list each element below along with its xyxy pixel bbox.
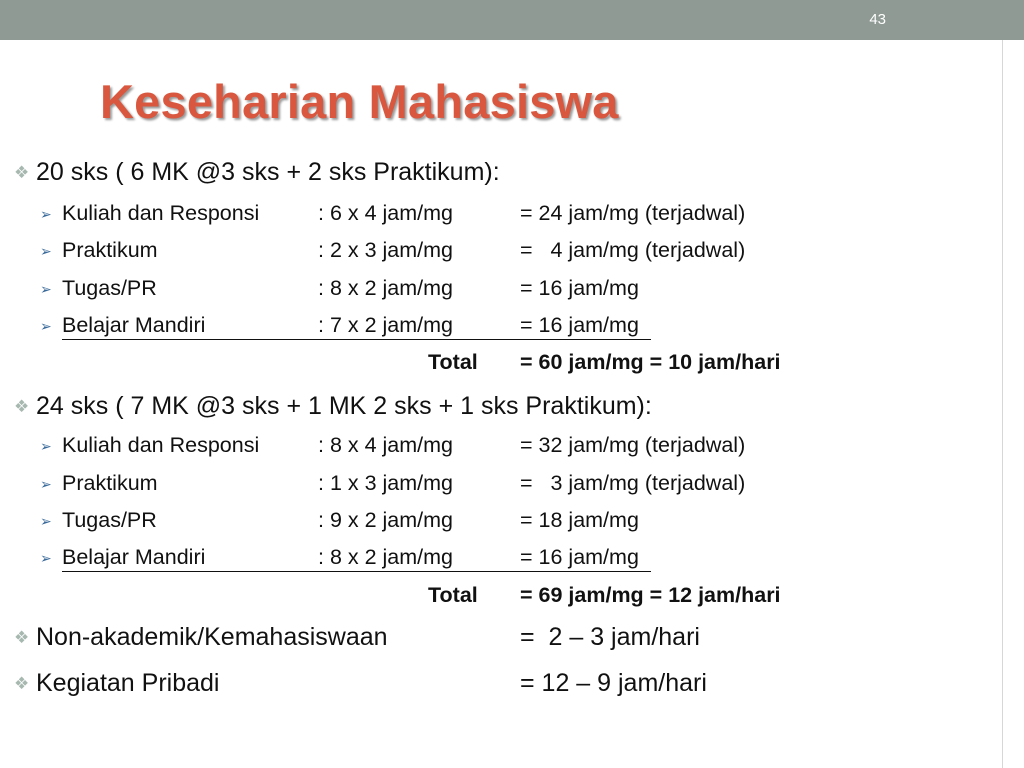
total-label: Total — [428, 583, 478, 607]
item-result: = 24 jam/mg (terjadwal) — [520, 201, 746, 225]
total-value: = 69 jam/mg = 12 jam/hari — [520, 583, 781, 607]
item-result: = 18 jam/mg — [520, 508, 639, 532]
page-number: 43 — [869, 11, 886, 28]
item-formula: : 2 x 3 jam/mg — [318, 238, 454, 262]
item-formula: : 7 x 2 jam/mg — [318, 313, 454, 337]
item-label: Belajar Mandiri — [62, 545, 206, 569]
arrow-bullet-icon: ➢ — [40, 243, 52, 259]
top-bar — [0, 0, 1024, 40]
arrow-bullet-icon: ➢ — [40, 281, 52, 297]
arrow-bullet-icon: ➢ — [40, 206, 52, 222]
arrow-bullet-icon: ➢ — [40, 550, 52, 566]
item-label: Belajar Mandiri — [62, 313, 206, 337]
extra-row — [14, 669, 219, 698]
diamond-bullet-icon: ❖ — [14, 163, 30, 182]
item-label: Kuliah dan Responsi — [62, 433, 260, 457]
item-formula: : 1 x 3 jam/mg — [318, 471, 454, 495]
item-formula: : 8 x 2 jam/mg — [318, 545, 454, 569]
diamond-bullet-icon: ❖ — [14, 628, 30, 647]
item-formula: : 8 x 4 jam/mg — [318, 433, 454, 457]
section-2-item-row — [40, 508, 157, 533]
item-label: Praktikum — [62, 471, 158, 495]
item-result: = 32 jam/mg (terjadwal) — [520, 433, 746, 457]
diamond-bullet-icon: ❖ — [14, 674, 30, 693]
underlined-row — [62, 313, 651, 340]
section-1-item-row — [40, 201, 259, 226]
underlined-row — [62, 545, 651, 572]
item-result: = 4 jam/mg (terjadwal) — [520, 238, 746, 262]
item-formula: : 8 x 2 jam/mg — [318, 276, 454, 300]
section-1-item-row — [40, 276, 157, 301]
item-formula: : 9 x 2 jam/mg — [318, 508, 454, 532]
section-2-item-row — [40, 433, 259, 458]
item-label: Kuliah dan Responsi — [62, 201, 260, 225]
item-result: = 16 jam/mg — [520, 276, 639, 300]
arrow-bullet-icon: ➢ — [40, 318, 52, 334]
section-2-heading: 24 sks ( 7 MK @3 sks + 1 MK 2 sks + 1 sks Praktikum): — [36, 392, 652, 420]
arrow-bullet-icon: ➢ — [40, 476, 52, 492]
arrow-bullet-icon: ➢ — [40, 513, 52, 529]
section-1-heading-row — [14, 158, 500, 187]
right-border-line — [1002, 40, 1003, 768]
item-result: = 3 jam/mg (terjadwal) — [520, 471, 746, 495]
item-result: = 16 jam/mg — [520, 545, 639, 569]
section-2-heading-row — [14, 392, 652, 421]
slide-title: Keseharian Mahasiswa — [100, 75, 619, 128]
item-label: Praktikum — [62, 238, 158, 262]
section-1-item-row — [40, 313, 62, 338]
total-value: = 60 jam/mg = 10 jam/hari — [520, 350, 781, 374]
extra-value: = 2 – 3 jam/hari — [520, 623, 700, 651]
section-2-item-row — [40, 545, 62, 570]
item-label: Tugas/PR — [62, 508, 157, 532]
item-formula: : 6 x 4 jam/mg — [318, 201, 454, 225]
section-1-heading: 20 sks ( 6 MK @3 sks + 2 sks Praktikum): — [36, 158, 500, 186]
item-result: = 16 jam/mg — [520, 313, 639, 337]
arrow-bullet-icon: ➢ — [40, 438, 52, 454]
total-label: Total — [428, 350, 478, 374]
extra-label: Non-akademik/Kemahasiswaan — [36, 623, 388, 651]
item-label: Tugas/PR — [62, 276, 157, 300]
extra-row — [14, 623, 388, 652]
section-1-item-row — [40, 238, 158, 263]
section-2-item-row — [40, 471, 158, 496]
extra-value: = 12 – 9 jam/hari — [520, 669, 707, 697]
diamond-bullet-icon: ❖ — [14, 397, 30, 416]
extra-label: Kegiatan Pribadi — [36, 669, 220, 697]
